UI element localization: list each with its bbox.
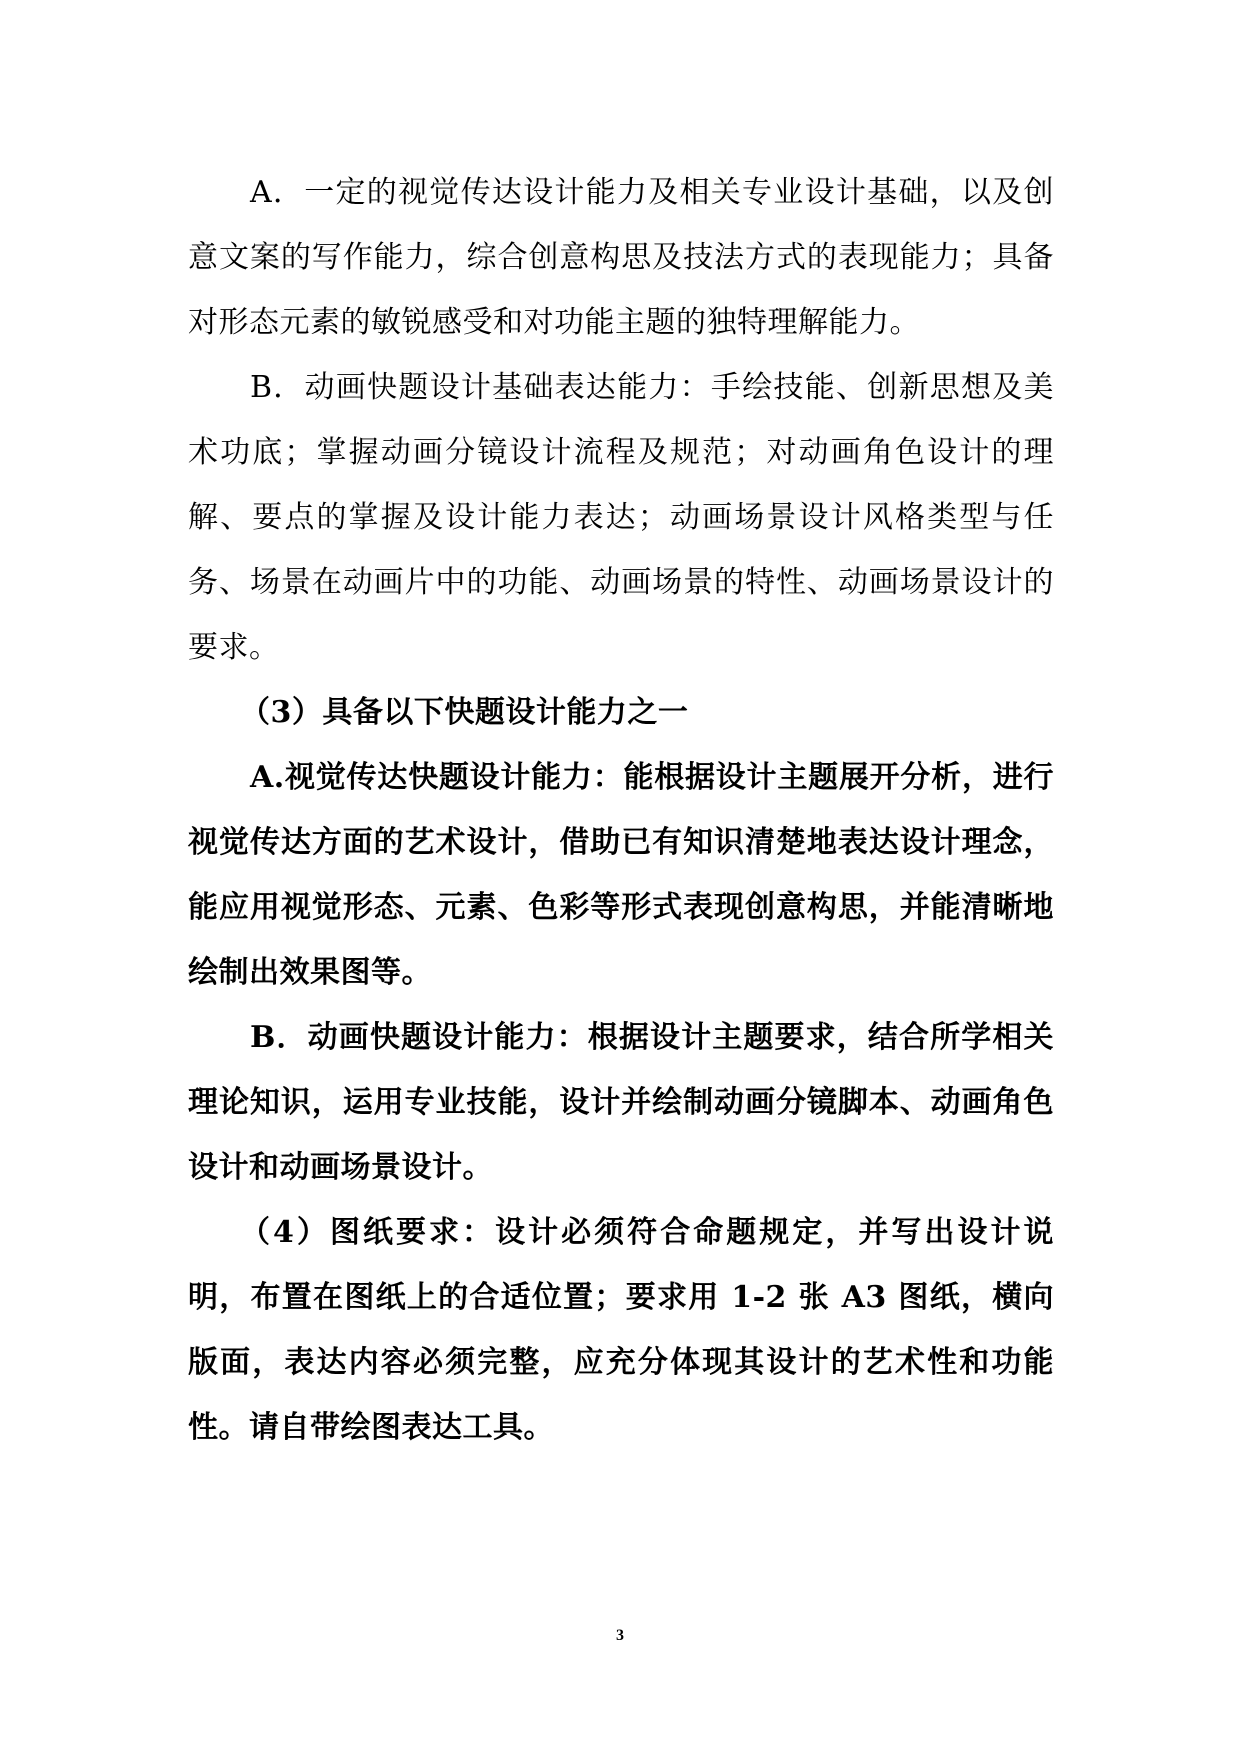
paragraph-drawing-requirements: （4）图纸要求：设计必须符合命题规定，并写出设计说明，布置在图纸上的合适位置；要求用 1-2 张 A3 图纸，横向版面，表达内容必须完整，应充分体现其设计的艺术性和功能性。请自带绘图表达工具。 — [188, 1215, 1054, 1445]
paragraph-animation-sketch: B．动画快题设计能力：根据设计主题要求，结合所学相关理论知识，运用专业技能，设计并绘制动画分镜脚本、动画角色设计和动画场景设计。 — [188, 1020, 1054, 1185]
paragraph-visual-communication-sketch: A.视觉传达快题设计能力：能根据设计主题展开分析，进行视觉传达方面的艺术设计，借助已有知识清楚地表达设计理念，能应用视觉形态、元素、色彩等形式表现创意构思，并能清晰地绘制出效果图等。 — [188, 760, 1054, 990]
page-number: 3 — [616, 1627, 624, 1644]
document-body — [188, 160, 1054, 1460]
paragraph-animation-sketch-basics: B．动画快题设计基础表达能力：手绘技能、创新思想及美术功底；掌握动画分镜设计流程及规范；对动画角色设计的理解、要点的掌握及设计能力表达；动画场景设计风格类型与任务、场景在动画片中的功能、动画场景的特性、动画场景设计的要求。 — [188, 370, 1054, 665]
paragraph-visual-communication-basics: A．一定的视觉传达设计能力及相关专业设计基础，以及创意文案的写作能力，综合创意构思及技法方式的表现能力；具备对形态元素的敏锐感受和对功能主题的独特理解能力。 — [188, 175, 1054, 340]
section-heading-sketch-design-ability: （3）具备以下快题设计能力之一 — [240, 695, 689, 730]
